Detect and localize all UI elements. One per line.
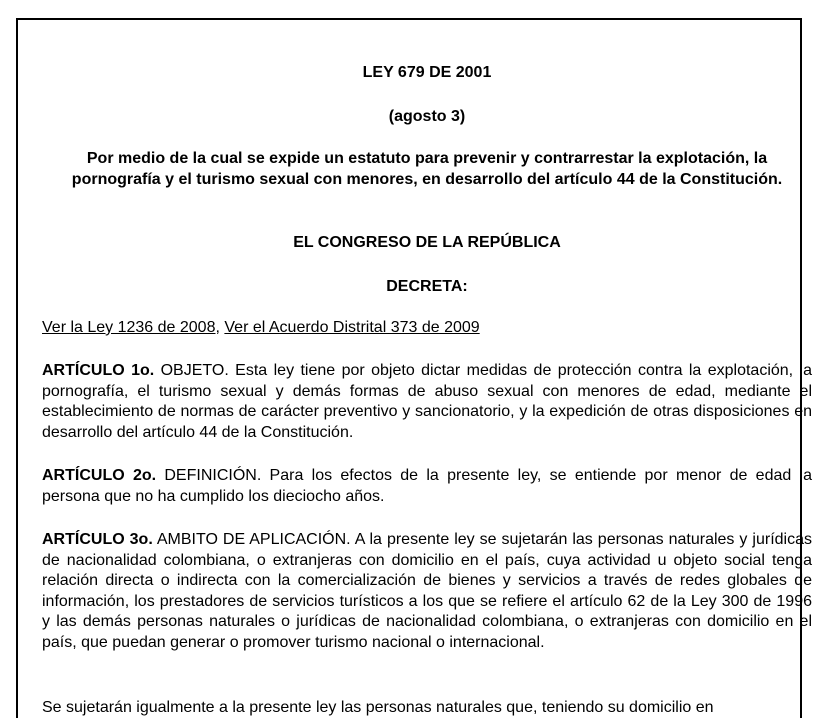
reference-separator: , [215,319,220,336]
article-2-heading: ARTÍCULO 2o. [42,467,157,484]
law-subtitle: Por medio de la cual se expide un estatuto para prevenir y contrarrestar la explotación, la pornografía y el turismo sexual con menores, en desarrollo del artículo 44 de la Constitución. [71,150,783,188]
article-2 [42,466,812,507]
article-1-heading: ARTÍCULO 1o. [42,362,155,379]
continuation-paragraph: Se sujetarán igualmente a la presente ley las personas naturales que, teniendo su domicilio en [42,699,714,716]
reference-link-acuerdo-373[interactable]: Ver el Acuerdo Distrital 373 de 2009 [224,319,480,336]
article-3-heading: ARTÍCULO 3o. [42,531,153,548]
article-3-text: AMBITO DE APLICACIÓN. A la presente ley se sujetarán las personas naturales y jurídicas de nacionalidad colombiana, o extranjeras con domicilio en el país, cuya actividad u objeto social tenga relación directa o indirecta con la comercialización de bienes y servicios a través de redes globales de información, los prestadores de servicios turísticos a los que se refiere el artículo 62 de la Ley 300 de 1996 y las demás personas naturales o jurídicas de nacionalidad colombiana, o extranjeras con domicilio en el país, que puedan generar o promover turismo nacional o internacional. [42,531,812,651]
reference-link-ley-1236[interactable]: Ver la Ley 1236 de 2008 [42,319,216,336]
issuer-heading: EL CONGRESO DE LA REPÚBLICA [293,234,561,251]
article-2-text: DEFINICIÓN. Para los efectos de la presente ley, se entiende por menor de edad la persona que no ha cumplido los dieciocho años. [42,467,813,505]
decree-heading: DECRETA: [386,278,468,295]
law-date: (agosto 3) [388,108,466,125]
document-page [16,18,813,718]
references-line [42,318,480,339]
law-title: LEY 679 DE 2001 [362,64,492,81]
article-1-text: OBJETO. Esta ley tiene por objeto dictar medidas de protección contra la explotación, la pornografía, el turismo sexual y demás formas de abuso sexual con menores de edad, mediante el establecimiento de normas de carácter preventivo y sancionatorio, y la expedición de otras disposiciones en desarrollo del artículo 44 de la Constitución. [42,362,812,441]
article-3 [42,530,812,653]
article-1 [42,361,812,443]
